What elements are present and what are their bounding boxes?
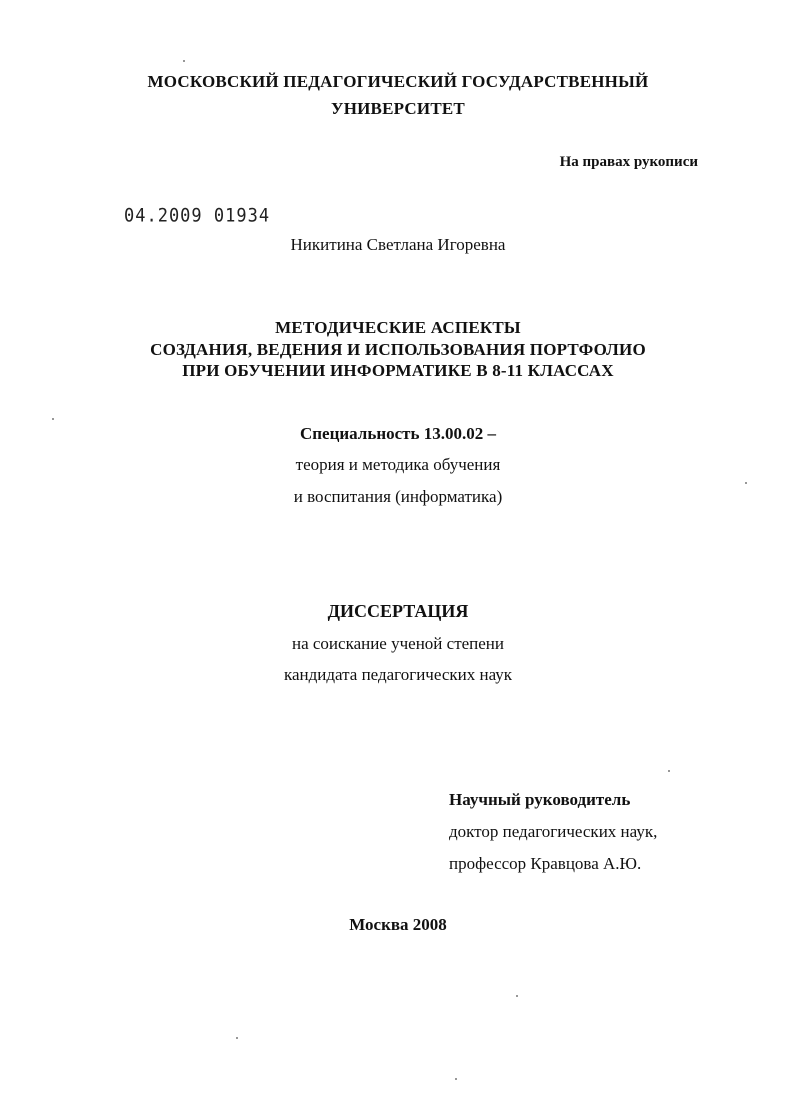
scan-speck xyxy=(516,995,518,997)
supervisor-line2: доктор педагогических наук, xyxy=(449,822,658,841)
specialty-label: Специальность 13.00.02 – xyxy=(299,424,497,443)
specialty-line3: и воспитания (информатика) xyxy=(293,487,503,506)
dissertation-heading: ДИССЕРТАЦИЯ xyxy=(327,601,469,621)
dissertation-line3: кандидата педагогических наук xyxy=(283,665,513,684)
specialty-line2: теория и методика обучения xyxy=(295,455,501,474)
title-line3: ПРИ ОБУЧЕНИИ ИНФОРМАТИКЕ В 8-11 КЛАССАХ xyxy=(182,361,614,380)
scan-speck xyxy=(745,482,747,484)
city-year: Москва 2008 xyxy=(349,915,447,934)
supervisor-label: Научный руководитель xyxy=(449,790,631,809)
registration-stamp: 04.2009 01934 xyxy=(124,205,271,227)
scan-speck xyxy=(236,1037,238,1039)
dissertation-line2: на соискание ученой степени xyxy=(291,634,505,653)
supervisor-line3: профессор Кравцова А.Ю. xyxy=(449,854,642,873)
author-name: Никитина Светлана Игоревна xyxy=(290,235,506,254)
manuscript-note: На правах рукописи xyxy=(559,154,698,170)
scan-speck xyxy=(455,1078,457,1080)
scan-speck xyxy=(52,418,54,420)
scan-speck xyxy=(183,60,185,62)
university-name-line1: МОСКОВСКИЙ ПЕДАГОГИЧЕСКИЙ ГОСУДАРСТВЕННЫЙ xyxy=(147,72,649,91)
university-name-line2: УНИВЕРСИТЕТ xyxy=(331,99,465,118)
title-line2: СОЗДАНИЯ, ВЕДЕНИЯ И ИСПОЛЬЗОВАНИЯ ПОРТФОЛИО xyxy=(150,340,646,359)
scan-speck xyxy=(668,770,670,772)
title-line1: МЕТОДИЧЕСКИЕ АСПЕКТЫ xyxy=(275,318,521,337)
